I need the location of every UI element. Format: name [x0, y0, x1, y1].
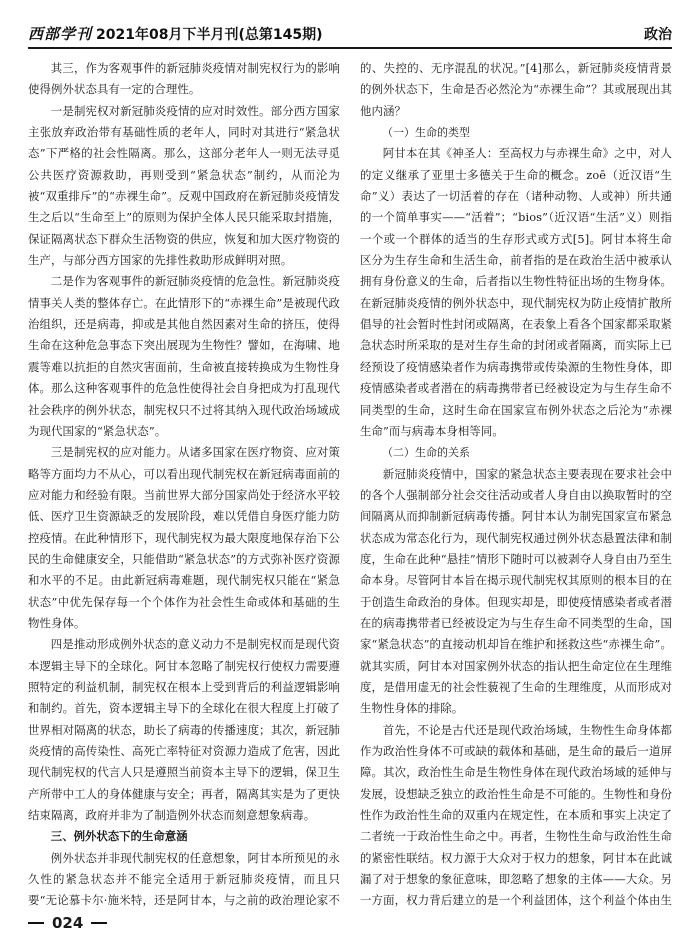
article-body — [28, 58, 672, 908]
paragraph: 其三，作为客观事件的新冠肺炎疫情对制宪权行为的影响使得例外状态具有一定的合理性。 — [28, 61, 340, 97]
footer-dash-left — [28, 922, 44, 924]
section-label: 政治 — [644, 27, 672, 43]
subsection-heading: （一）生命的类型 — [382, 126, 470, 140]
footer-dash-right — [91, 922, 107, 924]
paragraph: 首先，不论是古代还是现代政治场域，生物性生命身体都作为政治性身体不可或缺的载体和基础，是生命的最后一道屏障。其次，政治性生命是生物性身体在现代政治场域的延伸与发展，设想缺乏独立的政治性生命是不可能的。生物性和身份性作为政治性生命的双重内在规定性，在本质和事实上决定了二者统一于政治性生命之中。再者，生物性生命与政治性生命的紧密性联结。权力源于大众对于权力的想象，阿甘本在此诚漏了对于想象的象征意味，即忽略了想象的主体——大众。另一方面，权力背后建立的是一个利益团体，这个利益个体由生 — [360, 722, 672, 908]
subsection-heading: （二）生命的关系 — [382, 446, 470, 460]
journal-logo: 西部学刊 — [28, 25, 93, 43]
right-column — [360, 58, 672, 908]
paragraph: 阿甘本在其《神圣人：至高权力与赤裸生命》之中，对人的定义继承了亚里士多德关于生命的概念。zoē（近汉语“生命”义）表达了一切活着的存在（诸种动物、人或神）所共通的一个简单事实——“活着”；“bios”（近汉语“生活”义）则指一个或一个群体的适当的生存形式或方式[5]。阿甘本将生命区分为生存生命和生活生命，前者指的是在政治生活中被承认拥有身份意义的生命，后者指以生物性特征出场的生物身体。在新冠肺炎疫情的例外状态中，现代制宪权为防止疫情扩散所倡导的社会暂时性封闭或隔离，在表象上看各个国家都采取紧急状态时所采取的是对生存生命的封闭或者隔离，而实际上已经预设了疫情感染者作为病毒携带或传染源的生物性身体，即疫情感染者或者潜在的病毒携带者已经被设定为与生存生命不同类型的生命，这时生命在国家宣布例外状态之后沦为“赤裸生命”而与病毒本身相等同。 — [360, 146, 672, 438]
paragraph: 三是制宪权的应对能力。从诸多国家在医疗物资、应对策略等方面均力不从心，可以看出现代制宪权在新冠病毒面前的应对能力和经验有限。当前世界大部分国家尚处于经济水平较低、医疗卫生资源缺乏的发展阶段，难以凭借自身医疗能力防控疫情。在此种情形下，现代制宪权为最大限度地保存治下公民的生命健康安全，只能借助“紧急状态”的方式弥补医疗资源和水平的不足。由此新冠病毒难题，现代制宪权只能在“紧急状态”中优先保存每一个个体作为社会性生命或体和基础的生物性身体。 — [28, 445, 340, 630]
page-number: 024 — [52, 914, 84, 932]
paragraph: 二是作为客观事件的新冠肺炎疫情的危急性。新冠肺炎疫情事关人类的整体存亡。在此情形下的“赤裸生命”是被现代政治组织，还是病毒，抑或是其他自然因素对生命的挤压，使得生命在这种危急事态下突出展现为生物性？譬如，在海啸、地震等难以抗拒的自然灾害面前，生命被直接转换成为生物性身体。那么这种客观事件的危急性使得社会自身把成为打乱现代社会秩序的例外状态，制宪权只不过将其纳入现代政治场域成为现代国家的“紧急状态”。 — [28, 274, 340, 438]
paragraph-continued: 的、失控的、无序混乱的状况。”[4]那么，新冠肺炎疫情背景的例外状态下，生命是否必然沦为“赤裸生命”？其或展现出其他内涵？ — [360, 61, 672, 118]
paragraph: 新冠肺炎疫情中，国家的紧急状态主要表现在要求社会中的各个人强制部分社会交往活动或者人身自由以换取暂时的空间隔离从而抑制新冠病毒传播。阿甘本认为制宪国家宣布紧急状态成为常态化行为，现代制宪权通过例外状态悬置法律和制度，生命在此种“悬挂”情形下随时可以被剥夺人身自由乃至生命本身。尽管阿甘本旨在揭示现代制宪权其原则的根本目的在于创造生命政治的身体。但现实却是，即使疫情感染者或者潜在的病毒携带者已经被设定为与生存生命不同类型的生命，国家“紧急状态”的直接动机却旨在维护和拯救这些“赤裸生命”。就其实质，阿甘本对国家例外状态的指认把生命定位在生理维度，是借用虚无的社会性藐视了生命的生理维度，从而形成对生物性身体的排除。 — [360, 466, 672, 716]
section-heading: 三、例外状态下的生命意涵 — [50, 829, 188, 844]
page-footer — [28, 914, 107, 932]
issue-info: 2021年08月下半月刊(总第145期) — [96, 27, 323, 43]
left-column — [28, 58, 340, 908]
paragraph: 四是推动形成例外状态的意义动力不是制宪权而是现代资本逻辑主导下的全球化。阿甘本忽略了制宪权行使权力需要遵照特定的利益机制，制宪权在根本上受到背后的利益逻辑影响和制约。首先，资本逻辑主导下的全球化在很大程度上打破了世界相对隔离的状态，助长了病毒的传播速度；其次，新冠肺炎疫情的高传染性、高死亡率特征对资源力造成了危害，因此现代制宪权的代言人只是遵照当前资本主导下的逻辑，保卫生产所带中工人的身体健康与安全；再者，隔离其实是为了更快结束隔离，政府并非为了制造例外状态而刻意想象病毒。 — [28, 637, 340, 823]
paragraph: 一是制宪权对新冠肺炎疫情的应对时效性。部分西方国家主张放弃政治带有基础性质的老年人，同时对其进行“紧急状态”下严格的社会性隔离。那么，这部分老年人一则无法寻觅公共医疗资源救助，再则受到“紧急状态”制约，从而沦为被“双重排斥”的“赤裸生命”。反观中国政府在新冠肺炎疫情发生之后以“生命至上”的原则为保护全体人民只能采取封措施，保证隔离状态下群众生活物资的供应，恢复和加大医疗物资的生产，与部分西方国家的先排性救助形成鲜明对照。 — [28, 103, 340, 268]
running-header — [28, 14, 672, 49]
header-left — [28, 23, 322, 44]
paragraph: 例外状态并非现代制宪权的任意想象，阿甘本所预见的永久性的紧急状态并不能完全适用于新冠肺炎疫情，而且只要“无论慕卡尔·施米特，还是阿甘本，与之前的政治理论家不 — [28, 850, 340, 908]
